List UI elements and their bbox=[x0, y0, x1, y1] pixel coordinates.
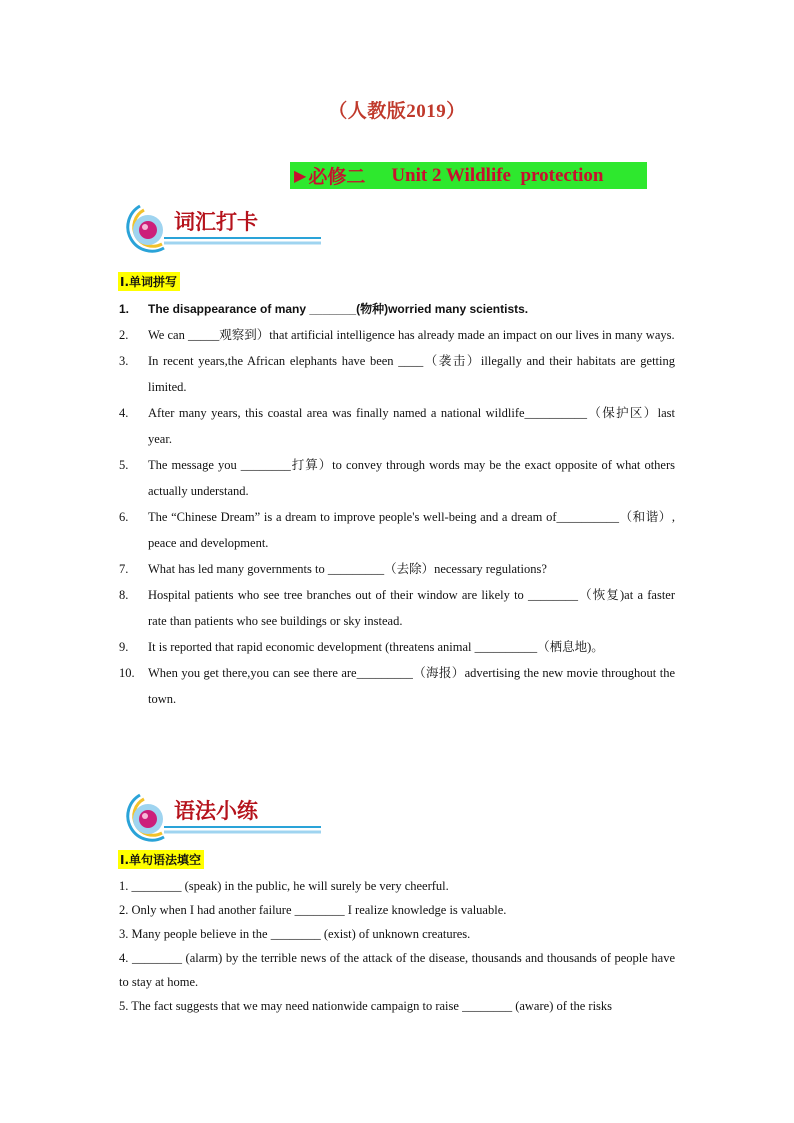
list-item: 10. When you get there,you can see there are_________（海报）advertising the new movie throughout the town. bbox=[119, 666, 675, 706]
grammar-subheading: I.单句语法填空 bbox=[118, 850, 204, 869]
list-item: 6. The “Chinese Dream” is a dream to improve people's well-being and a dream of__________（和谐）, peace and development. bbox=[119, 510, 675, 550]
vocab-list bbox=[119, 296, 675, 712]
section-title: 语法小练 bbox=[174, 799, 258, 823]
list-item: 8. Hospital patients who see tree branches out of their window are likely to ________（恢复)at a faster rate than patients who see buildings or sky instead. bbox=[119, 588, 675, 628]
list-item: 4. ________ (alarm) by the terrible news of the attack of the disease, thousands and thousands of people have to stay at home. bbox=[119, 951, 675, 989]
unit-title: Unit 2 Wildlife protection bbox=[391, 164, 604, 186]
list-item: 2. We can _____观察到）that artificial intelligence has already made an impact on our lives in many ways. bbox=[119, 328, 675, 342]
vocab-subheading: Ⅰ.单词拼写 bbox=[118, 272, 180, 291]
list-item: 4. After many years, this coastal area was finally named a national wildlife__________（保护区）last year. bbox=[119, 406, 675, 446]
list-item: 3. Many people believe in the ________ (exist) of unknown creatures. bbox=[119, 927, 471, 941]
play-arrow-icon: ▶ bbox=[294, 167, 307, 185]
edition-title: （人教版2019） bbox=[328, 101, 466, 122]
unit-banner bbox=[290, 162, 647, 189]
grammar-list bbox=[119, 874, 675, 1018]
list-item: 1. ________ (speak) in the public, he will surely be very cheerful. bbox=[119, 879, 449, 893]
list-item: 5. The fact suggests that we may need nationwide campaign to raise ________ (aware) of the risks bbox=[119, 999, 613, 1013]
book-label: 必修二 bbox=[308, 167, 366, 188]
grammar-section-header bbox=[118, 789, 323, 845]
section-title: 词汇打卡 bbox=[174, 210, 258, 234]
list-item: 7. What has led many governments to _________（去除）necessary regulations? bbox=[119, 562, 547, 576]
list-item: 9. It is reported that rapid economic development (threatens animal __________（栖息地)。 bbox=[119, 640, 604, 654]
list-item: 3. In recent years,the African elephants have been ____（袭击）illegally and their habitats are getting limited. bbox=[119, 354, 675, 394]
list-item: 5. The message you ________打算）to convey through words may be the exact opposite of what others actually understand. bbox=[119, 458, 675, 498]
vocab-section-header bbox=[118, 200, 323, 256]
list-item: 1. The disappearance of many _______(物种)worried many scientists. bbox=[119, 302, 529, 316]
list-item: 2. Only when I had another failure ________ I realize knowledge is valuable. bbox=[119, 903, 507, 917]
